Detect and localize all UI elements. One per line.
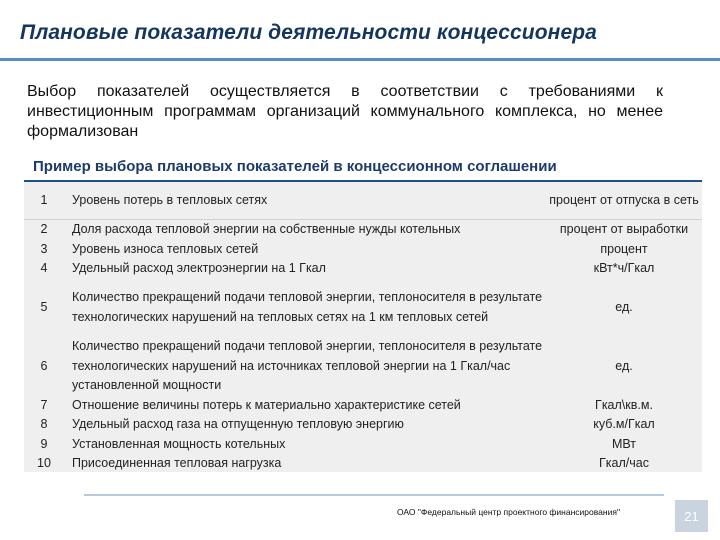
row-number: 6 [40, 358, 48, 373]
unit-cell: процент от выработки [559, 222, 689, 236]
row-number: 1 [40, 192, 48, 207]
table-row [24, 240, 702, 260]
row-number: 3 [40, 241, 48, 256]
row-number: 8 [40, 417, 48, 431]
indicator-cell: Доля расхода тепловой энергии на собственные нужды котельных [72, 222, 461, 236]
unit-cell: МВт [611, 436, 637, 451]
row-number: 2 [40, 222, 48, 236]
intro-paragraph: Выбор показателей осуществляется в соответствии с требованиями к инвестиционным программам организаций коммунального комплекса, но менее формализован [27, 83, 663, 140]
indicator-cell: Удельный расход электроэнергии на 1 Гкал [72, 261, 326, 275]
unit-cell: кВт*ч/Гкал [593, 261, 655, 275]
row-number: 5 [40, 300, 48, 314]
slide-title: Плановые показатели деятельности концессионера [20, 21, 597, 44]
unit-cell: ед. [615, 358, 633, 373]
unit-cell: процент от отпуска в сеть [549, 192, 699, 207]
table-row [24, 337, 702, 396]
table-row [24, 415, 702, 435]
indicator-cell: Количество прекращений подачи тепловой энергии, теплоносителя в результате технологических нарушений на источниках тепловой энергии на 1 Гкал/час установленной мощности [72, 339, 543, 392]
table-row [24, 396, 702, 416]
unit-cell: Гкал\кв.м. [595, 397, 653, 412]
indicator-cell: Отношение величины потерь к материально характеристике сетей [72, 397, 461, 412]
title-underline [0, 58, 720, 61]
indicator-cell: Присоединенная тепловая нагрузка [72, 456, 282, 470]
table-row [24, 435, 702, 455]
table-row [24, 220, 702, 240]
table-row [24, 259, 702, 279]
indicator-cell: Количество прекращений подачи тепловой энергии, теплоносителя в результате технологических нарушений на тепловых сетях на 1 км тепловых сетей [72, 290, 543, 324]
table-title: Пример выбора плановых показателей в концессионном соглашении [33, 158, 557, 175]
row-number: 10 [37, 456, 51, 470]
unit-cell: куб.м/Гкал [593, 417, 655, 431]
table-divider [24, 219, 702, 220]
row-number: 9 [40, 436, 48, 451]
unit-cell: процент [600, 241, 648, 256]
indicators-table [24, 181, 702, 474]
unit-cell: Гкал/час [599, 456, 649, 470]
table-row [24, 454, 702, 474]
table-row [24, 279, 702, 338]
row-number: 4 [40, 261, 48, 275]
page-number: 21 [675, 500, 708, 532]
indicator-cell: Удельный расход газа на отпущенную тепловую энергию [72, 417, 404, 431]
footer-rule [84, 494, 664, 496]
indicator-cell: Установленная мощность котельных [72, 436, 286, 451]
table-row [24, 181, 702, 220]
unit-cell: ед. [615, 300, 633, 314]
footer-organization: ОАО "Федеральный центр проектного финансирования" [397, 507, 620, 517]
indicator-cell: Уровень потерь в тепловых сетях [72, 192, 268, 207]
row-number: 7 [40, 397, 48, 412]
indicator-cell: Уровень износа тепловых сетей [72, 241, 259, 256]
